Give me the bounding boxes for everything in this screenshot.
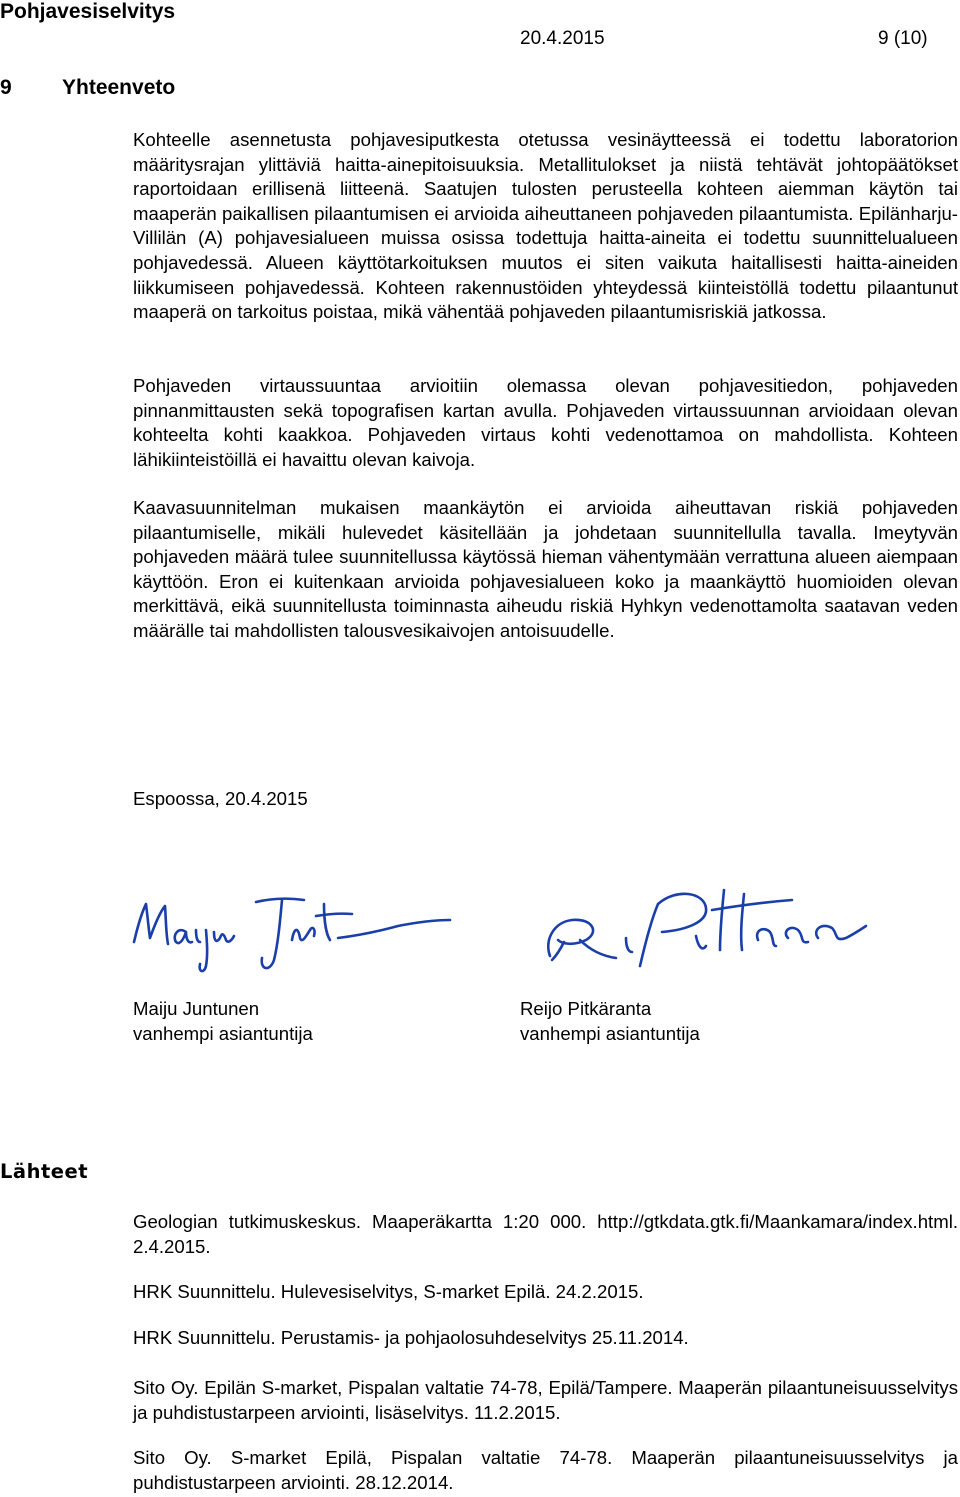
summary-paragraph-2: Pohjaveden virtaussuuntaa arvioitiin olemassa olevan pohjavesitiedon, pohjaveden pinnanmittausten sekä topografisen kartan avulla. Pohjaveden virtaussuunnan arvioidaan olevan kohteelta kohti kaakkoa. Pohjaveden virtaus kohti vedenottamoa on mahdollista. Kohteen lähikiinteistöillä ei havaittu olevan kaivoja. [133, 375, 958, 470]
reference-item: Geologian tutkimuskeskus. Maaperäkartta 1:20 000. http://gtkdata.gtk.fi/Maankamara/index.html. 2.4.2015. [133, 1211, 958, 1257]
reference-item: Sito Oy. Epilän S-market, Pispalan valtatie 74-78, Epilä/Tampere. Maaperän pilaantuneisuusselvitys ja puhdistustarpeen arviointi, lisäselvitys. 11.2.2015. [133, 1377, 958, 1423]
summary-paragraph-1: Kohteelle asennetusta pohjavesiputkesta otetussa vesinäytteessä ei todettu laboratorion määritysrajan ylittäviä haitta-ainepitoisuuksia. Metallitulokset ja niistä tehtävät johtopäätökset raportoidaan erillisenä liitteenä. Saatujen tulosten perusteella kohteen aiemman käytön tai maaperän paikallisen pilaantumisen ei arvioida aiheuttaneen pohjaveden pilaantumista. Epilänharju-Villilän (A) pohjavesialueen muissa osissa todettuja haitta-aineita ei todettu suunnittelualueen pohjavedessä. Alueen käyttötarkoituksen muutos ei siten vaikuta haitallisesti haitta-aineiden liikkumiseen pohjavedessä. Kohteen rakennustöiden yhteydessä kiinteistöllä todettu pilaantunut maaperä on tarkoitus poistaa, mikä vähentää pohjaveden pilaantumisriskiä jatkossa. [133, 129, 958, 323]
signer-name: Reijo Pitkäranta [520, 998, 652, 1019]
page-number: 9 (10) [878, 28, 928, 49]
section-number: 9 [0, 76, 12, 99]
signer-title: vanhempi asiantuntija [133, 1023, 313, 1044]
document-title: Pohjavesiselvitys [0, 0, 176, 23]
reference-item: HRK Suunnittelu. Perustamis- ja pohjaolosuhdeselvitys 25.11.2014. [133, 1327, 689, 1348]
place-and-date: Espoossa, 20.4.2015 [133, 788, 308, 809]
signature-reijo-pitkaranta [536, 880, 876, 980]
signature-maiju-juntunen [128, 880, 458, 980]
section-title: Yhteenveto [62, 76, 176, 99]
signer-name: Maiju Juntunen [133, 998, 260, 1019]
reference-item: Sito Oy. S-market Epilä, Pispalan valtatie 74-78. Maaperän pilaantuneisuusselvitys ja puhdistustarpeen arviointi. 28.12.2014. [133, 1447, 958, 1493]
signer-title: vanhempi asiantuntija [520, 1023, 700, 1044]
summary-paragraph-3: Kaavasuunnitelman mukaisen maankäytön ei arvioida aiheuttavan riskiä pohjaveden pilaantumiselle, mikäli hulevedet käsitellään ja johdetaan suunnitellulla tavalla. Imeytyvän pohjaveden määrä tulee suunnitellussa käytössä hieman vähentymään verrattuna alueen aiempaan käyttöön. Eron ei kuitenkaan arvioida pohjavesialueen koko ja maankäyttö huomioiden olevan merkittävä, eikä suunnitellusta toiminnasta aiheudu riskiä Hyhkyn vedenottamolta saatavan veden määrälle tai mahdollisten talousvesikaivojen antoisuudelle. [133, 497, 958, 641]
signer-1 [133, 996, 313, 1046]
reference-item: HRK Suunnittelu. Hulevesiselvitys, S-market Epilä. 24.2.2015. [133, 1281, 644, 1302]
signer-2 [520, 996, 700, 1046]
references-title: Lähteet [0, 1160, 89, 1183]
document-date: 20.4.2015 [520, 28, 605, 49]
